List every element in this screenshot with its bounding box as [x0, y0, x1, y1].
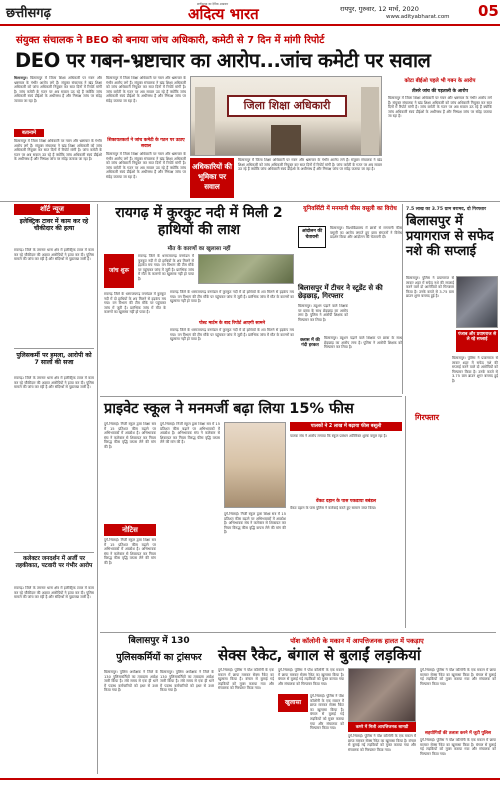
- hospital-text: वेंकट दहान के पास पुलिस ने कार्रवाई करते हुए सामान जब्त किया।: [290, 506, 377, 510]
- tuition-headline: बिलासपुर में टीचर ने स्टूडेंट से की छेड़छाड़, गिरफ्तार: [298, 284, 383, 301]
- brief-divider-1: [14, 348, 94, 349]
- raid-sub-heading: सहयोगियों की तलाश करने में जुटी पुलिस: [425, 731, 491, 736]
- banner-headline: DEO पर गबन-भ्रष्टाचार का आरोप...जांच कमेटी पर सवाल: [15, 49, 431, 72]
- tuition-label: क्लास में की गंदी हरकत: [298, 336, 322, 358]
- banner-lead: [14, 76, 102, 126]
- banner-text-col2: बिलासपुर में जिला शिक्षा अधिकारी पर गबन और भ्रष्टाचार के गंभीर आरोप लगे हैं। संयुक्त संचालक ने खंड शिक्षा अधिकारी को जांच अधिकारी नियुक्त कर सात दिनों में रिपोर्ट मांगी है। जांच कमेटी के गठन पर अब सवाल उठ रहे हैं क्योंकि जांच अधिकारी स्वयं डीईओ के अधीनस्थ हैं और निष्पक्ष जांच पर संदेह जताया जा रहा है।: [106, 76, 186, 103]
- elephant-sub: मौत के कारणों का खुलासा नहीं: [167, 246, 231, 252]
- tagline: छत्तीसगढ़ का दैनिक अखबार: [197, 2, 229, 6]
- ration-headline: पालकों ने 2 लाख में बढ़ाया फीस बसूली: [290, 422, 402, 431]
- banner-text-col3: बिलासपुर में जिला शिक्षा अधिकारी पर गबन और भ्रष्टाचार के गंभीर आरोप लगे हैं। संयुक्त संचालक ने खंड शिक्षा अधिकारी को जांच अधिकारी नियुक्त कर सात दिनों में रिपोर्ट मांगी है। जांच कमेटी के गठन पर अब सवाल उठ रहे हैं क्योंकि जांच अधिकारी स्वयं डीईओ के अधीनस्थ हैं और निष्पक्ष जांच पर संदेह जताया जा रहा है।: [238, 158, 382, 172]
- website: www.adityabharat.com: [386, 14, 450, 20]
- school-text-3: दुर्ग-भिलाई। निजी स्कूल द्वारा शिक्षा सत्र में 15 प्रतिशत फीस बढ़ाने पर अभिभावकों में आक्रोश है। अभिभावक संघ ने कलेक्टर से शिकायत कर नियम विरुद्ध फीस वृद्धि वापस लेने की मांग की है।: [160, 422, 220, 445]
- ration-text: पालक संघ ने आरोप लगाया कि स्कूल प्रबंधन अतिरिक्त शुल्क वसूल रहा है।: [290, 434, 387, 438]
- bottom-section-rule: [100, 632, 496, 633]
- brief2-text: रायगढ़। जिले के तमनार थाना क्षेत्र में इलेक्ट्रिक टावर में काम कर रहे चौकीदार की अज्ञात आरोपियों ने हत्या कर दी। पुलिस मामले की जांच कर रही है और संदिग्धों से पूछताछ जारी है।: [14, 376, 94, 390]
- school-text-1: दुर्ग-भिलाई। निजी स्कूल द्वारा शिक्षा सत्र में 15 प्रतिशत फीस बढ़ाने पर अभिभावकों में आक्रोश है। अभिभावक संघ ने कलेक्टर से शिकायत कर नियम विरुद्ध फीस वृद्धि वापस लेने की मांग की है।: [104, 422, 156, 449]
- drugs-photo: [456, 276, 498, 328]
- raid-headline: सेक्स रैकेट, बंगाल से बुलाईं लड़कियां: [218, 646, 421, 664]
- university-headline: यूनिवर्सिटी में मनमानी फीस वसूली का विरोध: [303, 206, 397, 212]
- raid-text-2: दुर्ग-भिलाई। पुलिस ने पॉश कॉलोनी के एक मकान में छापा मारकर सेक्स रैकेट का खुलासा किया है। बंगाल से बुलाई गई लड़कियों को मुक्त कराया गया और संचालक को गिरफ्तार किया गया।: [278, 668, 344, 686]
- raid-kicker: पॉश कॉलोनी के मकान में आपत्तिजनक हालत में पकड़ाए: [290, 637, 424, 645]
- masthead: [0, 0, 500, 24]
- short-news-tag: शॉर्ट न्यूज: [14, 204, 90, 215]
- school-photo: [224, 422, 286, 508]
- elephant-text-1: रायगढ़ जिले के धरमजयगढ़ वनमंडल में कुरकुट नदी में दो हाथियों के शव मिलने से हड़कंप मच गया। वन विभाग की टीम मौके पर पहुंचकर जांच में जुटी है। प्रारंभिक जांच में मौत के कारणों का खुलासा नहीं हो पाया है।: [104, 292, 166, 315]
- office-photo: [190, 76, 382, 156]
- office-signboard: [227, 95, 347, 117]
- banner-kicker: संयुक्त संचालक ने BEO को बनाया जांच अधिकारी, कमेटी से 7 दिन में मांगी रिपोर्ट: [16, 35, 325, 46]
- elephant-label: जांच शुरू: [104, 254, 134, 288]
- drugs-headline: बिलासपुर में प्रयागराज से सफेद नशे की सप्लाई: [406, 214, 494, 259]
- raid-label: खुलासा: [278, 694, 308, 712]
- middle-rule: [402, 204, 403, 394]
- banner-dateline: बिलासपुर।: [14, 76, 28, 80]
- office-pillar-right: [361, 87, 379, 155]
- office-sign-text: जिला शिक्षा अधिकारी: [243, 99, 331, 112]
- raid-photo: [348, 668, 416, 722]
- page-number: 05: [478, 2, 499, 20]
- raid-photo-caption: कमरे में मिली आपत्तिजनक सामग्री: [348, 722, 416, 732]
- raid-text-6: दुर्ग-भिलाई। पुलिस ने पॉश कॉलोनी के एक मकान में छापा मारकर सेक्स रैकेट का खुलासा किया है। बंगाल से बुलाई गई लड़कियों को मुक्त कराया गया और संचालक को गिरफ्तार किया गया।: [420, 738, 496, 756]
- school-text-2: दुर्ग-भिलाई। निजी स्कूल द्वारा शिक्षा सत्र में 15 प्रतिशत फीस बढ़ाने पर अभिभावकों में आक्रोश है। अभिभावक संघ ने कलेक्टर से शिकायत कर नियम विरुद्ध फीस वृद्धि वापस लेने की मांग की है।: [104, 538, 156, 565]
- elephant-text-2: रायगढ़ जिले के धरमजयगढ़ वनमंडल में कुरकुट नदी में दो हाथियों के शव मिलने से हड़कंप मच गया। वन विभाग की टीम मौके पर पहुंचकर जांच में जुटी है। प्रारंभिक जांच में मौत के कारणों का खुलासा नहीं हो पाया है।: [138, 254, 194, 281]
- raid-text-5: दुर्ग-भिलाई। पुलिस ने पॉश कॉलोनी के एक मकान में छापा मारकर सेक्स रैकेट का खुलासा किया है। बंगाल से बुलाई गई लड़कियों को मुक्त कराया गया और संचालक को गिरफ्तार किया गया।: [420, 668, 496, 686]
- banner-quote-label: बतानामें: [14, 129, 44, 137]
- school-label: नोटिस: [104, 524, 156, 536]
- tuition-text-2: बिलासपुर। ट्यूशन पढ़ाने वाले शिक्षक पर छात्रा के साथ छेड़छाड़ का आरोप लगा है। पुलिस ने आरोपी शिक्षक को गिरफ्तार कर लिया है।: [324, 336, 402, 350]
- university-label: आंदोलन की चेतावनी: [298, 226, 326, 248]
- banner-bottom-rule: [0, 201, 500, 202]
- drugs-kicker: 7.5 लाख का 3.75 ग्राम बरामद, दो गिरफ्तार: [406, 207, 487, 212]
- elephant-text-4: रायगढ़ जिले के धरमजयगढ़ वनमंडल में कुरकुट नदी में दो हाथियों के शव मिलने से हड़कंप मच गया। वन विभाग की टीम मौके पर पहुंचकर जांच में जुटी है। प्रारंभिक जांच में मौत के कारणों का खुलासा नहीं हो पाया है।: [170, 328, 294, 342]
- transfer-kicker: बिलासपुर में 130: [128, 636, 190, 646]
- raid-text-4: दुर्ग-भिलाई। पुलिस ने पॉश कॉलोनी के एक मकान में छापा मारकर सेक्स रैकेट का खुलासा किया है। बंगाल से बुलाई गई लड़कियों को मुक्त कराया गया और संचालक को गिरफ्तार किया गया।: [348, 734, 416, 752]
- section-name: छत्तीसगढ़: [6, 6, 51, 21]
- logo: अदित्य भारत: [188, 5, 259, 23]
- banner-lead-text: बिलासपुर में जिला शिक्षा अधिकारी पर गबन और भ्रष्टाचार के गंभीर आरोप लगे हैं। संयुक्त संचालक ने खंड शिक्षा अधिकारी को जांच अधिकारी नियुक्त कर सात दिनों में रिपोर्ट मांगी है। जांच कमेटी के गठन पर अब सवाल उठ रहे हैं क्योंकि जांच अधिकारी स्वयं डीईओ के अधीनस्थ हैं और निष्पक्ष जांच पर संदेह जताया जा रहा है।: [14, 76, 102, 103]
- brief3-text: रायगढ़। जिले के तमनार थाना क्षेत्र में इलेक्ट्रिक टावर में काम कर रहे चौकीदार की अज्ञात आरोपियों ने हत्या कर दी। पुलिस मामले की जांच कर रही है और संदिग्धों से पूछताछ जारी है।: [14, 586, 94, 600]
- office-pillar-left: [195, 87, 215, 155]
- banner-right-sub: तीसरे जांच की पड़ताली के आरोप: [411, 89, 469, 94]
- raid-text-1: दुर्ग-भिलाई। पुलिस ने पॉश कॉलोनी के एक मकान में छापा मारकर सेक्स रैकेट का खुलासा किया है। बंगाल से बुलाई गई लड़कियों को मुक्त कराया गया और संचालक को गिरफ्तार किया गया।: [218, 668, 274, 691]
- office-photo-caption-text: अधिकारियों की भूमिका पर सवाल: [192, 162, 232, 191]
- banner-sub-heading: शिकायतकर्ता ने जांच कमेटी के गठन पर उठाए सवाल: [107, 138, 185, 149]
- tuition-text-1: बिलासपुर। ट्यूशन पढ़ाने वाले शिक्षक पर छात्रा के साथ छेड़छाड़ का आरोप लगा है। पुलिस ने आरोपी शिक्षक को गिरफ्तार कर लिया है।: [298, 304, 348, 322]
- brief2-heading: पुलिसकर्मी पर हमला, आरोपी को 7 सालों की सजा: [16, 352, 92, 367]
- footer-rule: [0, 778, 500, 780]
- school-right-rule: [405, 396, 406, 628]
- banner-right-heading: कोटा बीईओ पहले भी गबन के आरोप: [404, 78, 476, 84]
- transfer-text-1: बिलासपुर। पुलिस अधीक्षक ने जिले के 130 पुलिसकर्मियों का तबादला आदेश जारी किया है। लंबे समय से एक ही थाने में पदस्थ कर्मचारियों को इधर से उधर किया गया है।: [104, 670, 158, 693]
- drugs-label: गिरफ्तार: [414, 413, 440, 422]
- location-date: रायपुर, गुरुवार, 12 मार्च, 2020: [340, 5, 419, 13]
- elephant-photo: [198, 254, 294, 284]
- left-column-rule: [97, 204, 98, 774]
- school-top-rule: [100, 396, 402, 397]
- banner-text-col2b: बिलासपुर में जिला शिक्षा अधिकारी पर गबन और भ्रष्टाचार के गंभीर आरोप लगे हैं। संयुक्त संचालक ने खंड शिक्षा अधिकारी को जांच अधिकारी नियुक्त कर सात दिनों में रिपोर्ट मांगी है। जांच कमेटी के गठन पर अब सवाल उठ रहे हैं क्योंकि जांच अधिकारी स्वयं डीईओ के अधीनस्थ हैं और निष्पक्ष जांच पर संदेह जताया जा रहा है।: [106, 152, 186, 179]
- office-photo-caption: [190, 158, 234, 198]
- school-headline: प्राइवेट स्कूल ने मनमर्जी बढ़ा लिया 15% फीस: [104, 401, 354, 417]
- brief-divider-2: [14, 552, 94, 553]
- university-text: बिलासपुर। विश्वविद्यालय में छात्रों से मनमानी फीस वसूली का आरोप लगाते हुए छात्र संगठनों ने विरोध प्रदर्शन किया और आंदोलन की चेतावनी दी।: [330, 226, 402, 240]
- brief3-heading: कलेक्टर जनदर्शन में अर्जी पर तहकीकात, पटवारी पर गंभीर आरोप: [15, 556, 93, 569]
- elephant-headline: रायगढ़ में कुरकुट नदी में मिली 2 हाथियों की लाश: [115, 205, 283, 238]
- office-door: [271, 125, 301, 155]
- brief1-text: रायगढ़। जिले के तमनार थाना क्षेत्र में इलेक्ट्रिक टावर में काम कर रहे चौकीदार की अज्ञात आरोपियों ने हत्या कर दी। पुलिस मामले की जांच कर रही है और संदिग्धों से पूछताछ जारी है।: [14, 248, 94, 262]
- banner-text-col1: बिलासपुर में जिला शिक्षा अधिकारी पर गबन और भ्रष्टाचार के गंभीर आरोप लगे हैं। संयुक्त संचालक ने खंड शिक्षा अधिकारी को जांच अधिकारी नियुक्त कर सात दिनों में रिपोर्ट मांगी है। जांच कमेटी के गठन पर अब सवाल उठ रहे हैं क्योंकि जांच अधिकारी स्वयं डीईओ के अधीनस्थ हैं और निष्पक्ष जांच पर संदेह जताया जा रहा है।: [14, 139, 102, 162]
- raid-text-3: दुर्ग-भिलाई। पुलिस ने पॉश कॉलोनी के एक मकान में छापा मारकर सेक्स रैकेट का खुलासा किया है। बंगाल से बुलाई गई लड़कियों को मुक्त कराया गया और संचालक को गिरफ्तार किया गया।: [310, 694, 344, 731]
- masthead-rule: [0, 24, 500, 26]
- banner-right-text: बिलासपुर में जिला शिक्षा अधिकारी पर गबन और भ्रष्टाचार के गंभीर आरोप लगे हैं। संयुक्त संचालक ने खंड शिक्षा अधिकारी को जांच अधिकारी नियुक्त कर सात दिनों में रिपोर्ट मांगी है। जांच कमेटी के गठन पर अब सवाल उठ रहे हैं क्योंकि जांच अधिकारी स्वयं डीईओ के अधीनस्थ हैं और निष्पक्ष जांच पर संदेह जताया जा रहा है।: [388, 96, 492, 119]
- drugs-photo-caption: पंजाब और प्रयागराज से ले रहे सप्लाई: [456, 330, 498, 352]
- transfer-headline: पुलिसकर्मियों का ट्रांसफर: [116, 652, 202, 663]
- elephant-sub-heading: पोस्ट मार्टम के बाद रिपोर्ट आएगी सामने: [198, 321, 266, 326]
- hospital-headline: वेंकट दहान के पास पकडाया बबंडल: [316, 499, 376, 504]
- drugs-text-2: बिलासपुर। पुलिस ने प्रयागराज से लाकर शहर में सफेद नशे की सप्लाई करने वाले दो आरोपियों को गिरफ्तार किया है। उनके कब्जे से 3.75 ग्राम ब्राउन शुगर बरामद हुई है।: [452, 356, 498, 383]
- elephant-text-3: रायगढ़ जिले के धरमजयगढ़ वनमंडल में कुरकुट नदी में दो हाथियों के शव मिलने से हड़कंप मच गया। वन विभाग की टीम मौके पर पहुंचकर जांच में जुटी है। प्रारंभिक जांच में मौत के कारणों का खुलासा नहीं हो पाया है।: [170, 290, 294, 304]
- drugs-text: बिलासपुर। पुलिस ने प्रयागराज से लाकर शहर में सफेद नशे की सप्लाई करने वाले दो आरोपियों को गिरफ्तार किया है। उनके कब्जे से 3.75 ग्राम ब्राउन शुगर बरामद हुई है।: [406, 276, 454, 299]
- transfer-text-2: बिलासपुर। पुलिस अधीक्षक ने जिले के 130 पुलिसकर्मियों का तबादला आदेश जारी किया है। लंबे समय से एक ही थाने में पदस्थ कर्मचारियों को इधर से उधर किया गया है।: [160, 670, 214, 693]
- school-text-4: दुर्ग-भिलाई। निजी स्कूल द्वारा शिक्षा सत्र में 15 प्रतिशत फीस बढ़ाने पर अभिभावकों में आक्रोश है। अभिभावक संघ ने कलेक्टर से शिकायत कर नियम विरुद्ध फीस वृद्धि वापस लेने की मांग की है।: [224, 512, 286, 535]
- brief1-heading: इलेक्ट्रिक टावर में काम कर रहे चौकीदार की हत्या: [19, 218, 89, 233]
